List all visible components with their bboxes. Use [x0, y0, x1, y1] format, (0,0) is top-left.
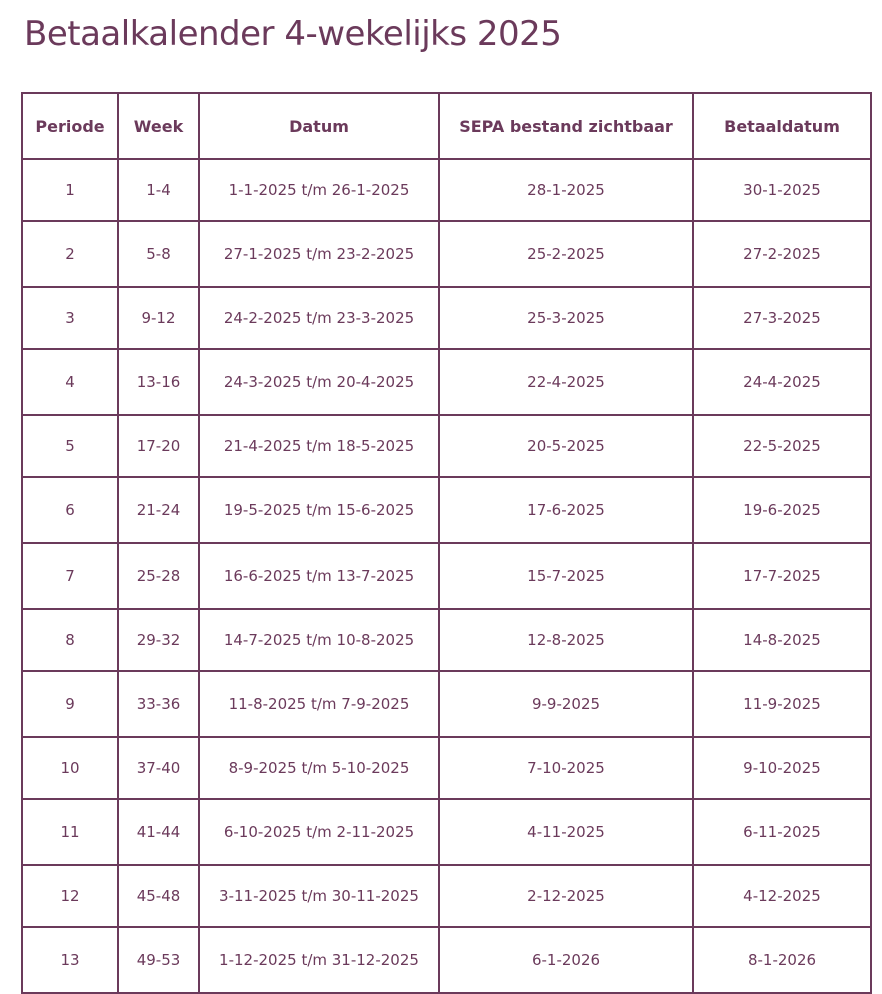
- cell-datum: 11-8-2025 t/m 7-9-2025: [199, 671, 439, 737]
- cell-periode: 4: [22, 349, 118, 415]
- table-row: [22, 865, 871, 927]
- cell-datum: 24-2-2025 t/m 23-3-2025: [199, 287, 439, 349]
- cell-periode: 8: [22, 609, 118, 671]
- cell-periode: 12: [22, 865, 118, 927]
- cell-sepa-visible: 12-8-2025: [439, 609, 693, 671]
- cell-periode: 1: [22, 159, 118, 221]
- cell-betaaldatum: 27-2-2025: [693, 221, 871, 287]
- cell-datum: 1-1-2025 t/m 26-1-2025: [199, 159, 439, 221]
- cell-week: 37-40: [118, 737, 199, 799]
- cell-datum: 3-11-2025 t/m 30-11-2025: [199, 865, 439, 927]
- cell-betaaldatum: 24-4-2025: [693, 349, 871, 415]
- cell-sepa-visible: 20-5-2025: [439, 415, 693, 477]
- column-header-periode: Periode: [22, 93, 118, 159]
- table-row: [22, 671, 871, 737]
- cell-week: 25-28: [118, 543, 199, 609]
- cell-week: 29-32: [118, 609, 199, 671]
- cell-sepa-visible: 25-3-2025: [439, 287, 693, 349]
- cell-betaaldatum: 14-8-2025: [693, 609, 871, 671]
- table-row: [22, 543, 871, 609]
- table-row: [22, 609, 871, 671]
- cell-sepa-visible: 17-6-2025: [439, 477, 693, 543]
- cell-betaaldatum: 11-9-2025: [693, 671, 871, 737]
- cell-week: 1-4: [118, 159, 199, 221]
- table-row: [22, 287, 871, 349]
- table-row: [22, 477, 871, 543]
- cell-week: 33-36: [118, 671, 199, 737]
- cell-betaaldatum: 17-7-2025: [693, 543, 871, 609]
- column-header-sepa: SEPA bestand zichtbaar: [439, 93, 693, 159]
- cell-sepa-visible: 22-4-2025: [439, 349, 693, 415]
- cell-datum: 21-4-2025 t/m 18-5-2025: [199, 415, 439, 477]
- cell-week: 49-53: [118, 927, 199, 993]
- cell-periode: 9: [22, 671, 118, 737]
- table-row: [22, 221, 871, 287]
- cell-sepa-visible: 9-9-2025: [439, 671, 693, 737]
- cell-week: 9-12: [118, 287, 199, 349]
- cell-datum: 24-3-2025 t/m 20-4-2025: [199, 349, 439, 415]
- cell-periode: 13: [22, 927, 118, 993]
- cell-betaaldatum: 19-6-2025: [693, 477, 871, 543]
- cell-sepa-visible: 25-2-2025: [439, 221, 693, 287]
- cell-datum: 14-7-2025 t/m 10-8-2025: [199, 609, 439, 671]
- cell-sepa-visible: 6-1-2026: [439, 927, 693, 993]
- cell-sepa-visible: 15-7-2025: [439, 543, 693, 609]
- column-header-datum: Datum: [199, 93, 439, 159]
- cell-week: 5-8: [118, 221, 199, 287]
- cell-periode: 5: [22, 415, 118, 477]
- cell-week: 17-20: [118, 415, 199, 477]
- payment-calendar-table: [21, 92, 872, 994]
- cell-datum: 6-10-2025 t/m 2-11-2025: [199, 799, 439, 865]
- column-header-betaaldatum: Betaaldatum: [693, 93, 871, 159]
- cell-datum: 19-5-2025 t/m 15-6-2025: [199, 477, 439, 543]
- cell-betaaldatum: 22-5-2025: [693, 415, 871, 477]
- cell-periode: 2: [22, 221, 118, 287]
- table-row: [22, 415, 871, 477]
- payment-calendar-table-container: [21, 92, 870, 994]
- cell-periode: 10: [22, 737, 118, 799]
- table-row: [22, 927, 871, 993]
- cell-betaaldatum: 9-10-2025: [693, 737, 871, 799]
- table-header-row: [22, 93, 871, 159]
- column-header-week: Week: [118, 93, 199, 159]
- table-row: [22, 349, 871, 415]
- cell-week: 21-24: [118, 477, 199, 543]
- cell-week: 41-44: [118, 799, 199, 865]
- cell-sepa-visible: 7-10-2025: [439, 737, 693, 799]
- cell-datum: 1-12-2025 t/m 31-12-2025: [199, 927, 439, 993]
- cell-sepa-visible: 28-1-2025: [439, 159, 693, 221]
- page-title: Betaalkalender 4-wekelijks 2025: [24, 14, 562, 54]
- cell-datum: 27-1-2025 t/m 23-2-2025: [199, 221, 439, 287]
- table-body: [22, 159, 871, 993]
- cell-sepa-visible: 2-12-2025: [439, 865, 693, 927]
- table-row: [22, 737, 871, 799]
- cell-periode: 11: [22, 799, 118, 865]
- cell-betaaldatum: 6-11-2025: [693, 799, 871, 865]
- cell-sepa-visible: 4-11-2025: [439, 799, 693, 865]
- cell-periode: 7: [22, 543, 118, 609]
- cell-week: 13-16: [118, 349, 199, 415]
- cell-betaaldatum: 30-1-2025: [693, 159, 871, 221]
- cell-datum: 16-6-2025 t/m 13-7-2025: [199, 543, 439, 609]
- table-row: [22, 159, 871, 221]
- cell-week: 45-48: [118, 865, 199, 927]
- cell-periode: 3: [22, 287, 118, 349]
- cell-betaaldatum: 4-12-2025: [693, 865, 871, 927]
- cell-datum: 8-9-2025 t/m 5-10-2025: [199, 737, 439, 799]
- table-row: [22, 799, 871, 865]
- cell-periode: 6: [22, 477, 118, 543]
- cell-betaaldatum: 8-1-2026: [693, 927, 871, 993]
- cell-betaaldatum: 27-3-2025: [693, 287, 871, 349]
